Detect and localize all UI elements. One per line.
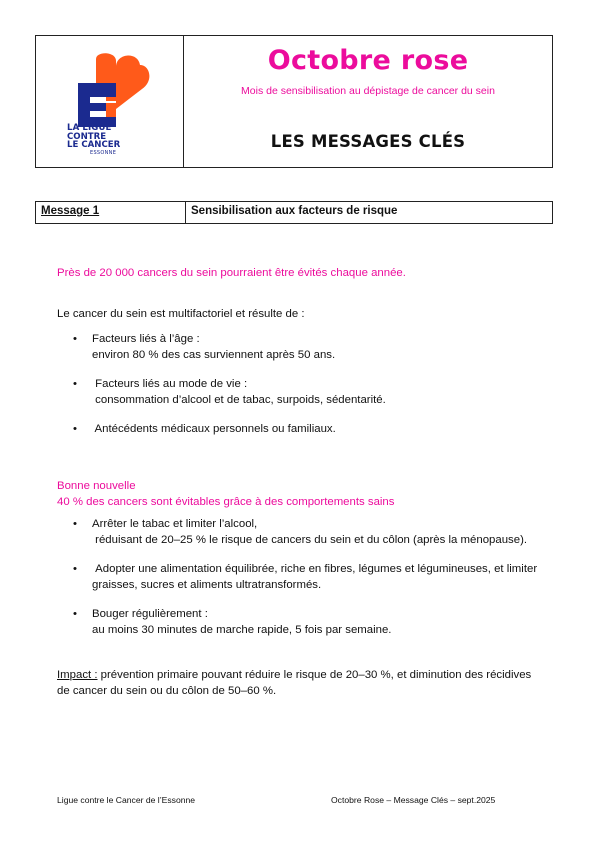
list-item-title: • Bouger régulièrement : (92, 608, 208, 620)
list-item-title: • Arrêter le tabac et limiter l’alcool, (92, 518, 258, 530)
message-topic: Sensibilisation aux facteurs de risque (191, 205, 398, 217)
impact-label: Impact : (57, 669, 98, 681)
list-item-title: • Facteurs liés au mode de vie : (92, 378, 248, 390)
list-item (57, 561, 547, 593)
message-table (35, 201, 553, 224)
footer-document-info: Octobre Rose – Message Clés – sept.2025 (331, 795, 496, 805)
logo-line-2: CONTRE (67, 131, 107, 142)
list-item-detail: au moins 30 minutes de marche rapide, 5 fois par semaine. (92, 624, 392, 636)
logo-wordmark (67, 124, 147, 157)
list-item (57, 516, 547, 548)
list-item (57, 606, 547, 638)
list-item (57, 376, 547, 408)
footer-organization: Ligue contre le Cancer de l’Essonne (57, 795, 196, 805)
message-label: Message 1 (41, 205, 100, 217)
header-table (35, 35, 553, 168)
logo-line-1: LA LIGUE (67, 123, 112, 133)
impact-text: prévention primaire pouvant réduire le risque de 20–30 %, et diminution des récidives de cancer du sein ou du côlon de 50–60 %. (57, 669, 532, 697)
risk-factor-list (57, 331, 547, 437)
intro-text: Le cancer du sein est multifactoriel et résulte de : (57, 308, 305, 320)
list-item (57, 421, 547, 437)
list-item-detail: consommation d’alcool et de tabac, surpoids, sédentarité. (92, 394, 386, 406)
logo-line-4: ESSONNE (90, 149, 117, 156)
section-heading: LES MESSAGES CLÉS (270, 132, 466, 151)
impact-paragraph (57, 667, 547, 699)
page-title: Octobre rose (267, 45, 469, 76)
healthy-behavior-list (57, 516, 547, 638)
headline: Près de 20 000 cancers du sein pourraient être évités chaque année. (57, 267, 406, 279)
title-cell (184, 36, 552, 167)
list-item (57, 331, 547, 363)
logo-line-3: LE CANCER (67, 140, 121, 151)
document-body (57, 265, 547, 699)
good-news-title: Bonne nouvelle (57, 480, 136, 492)
list-item-title: • Antécédents médicaux personnels ou familiaux. (92, 423, 336, 435)
page-subtitle: Mois de sensibilisation au dépistage de cancer du sein (241, 85, 495, 97)
list-item-detail: réduisant de 20–25 % le risque de cancers du sein et du côlon (après la ménopause). (92, 534, 528, 546)
list-item-title: • Facteurs liés à l’âge : (92, 333, 200, 345)
good-news-text: 40 % des cancers sont évitables grâce à des comportements sains (57, 496, 395, 508)
list-item-detail: environ 80 % des cas surviennent après 50 ans. (92, 349, 336, 361)
message-label-cell (36, 202, 186, 223)
logo-cell (36, 36, 184, 167)
list-item-title: • Adopter une alimentation équilibrée, riche en fibres, légumes et légumineuses, et limiter graisses, sucres et aliments ultratransformés. (92, 563, 541, 591)
